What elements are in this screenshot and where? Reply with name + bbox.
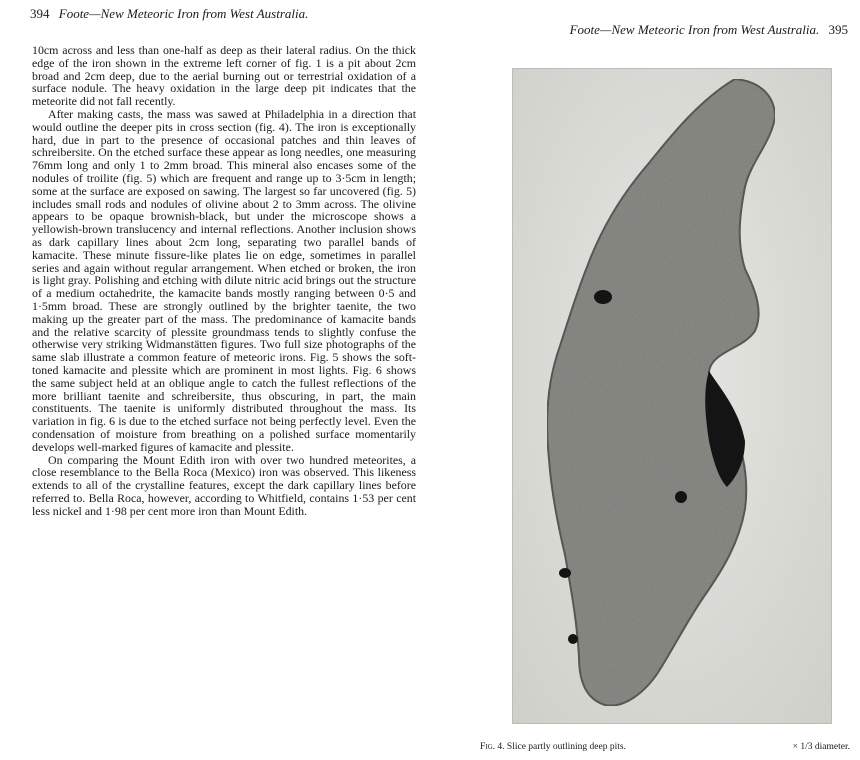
right-page-number: 395 (828, 22, 848, 37)
figure-scale: × 1/3 diameter. (792, 742, 850, 752)
left-running-header (30, 6, 420, 22)
paragraph-1: 10cm across and less than one-half as deep as their lateral radius. On the thick edge of the iron shown in the extreme left corner of fig. 1 is a pit about 2cm broad and 2cm deep, due to the aerial burning out or terrestrial oxidation of a surface nodule. The heavy oxidation in the large deep pit indicates that the meteorite did not fall recently. (32, 43, 416, 109)
left-running-head-title: Foote—New Meteoric Iron from West Australia. (58, 6, 309, 21)
paragraph-2: After making casts, the mass was sawed at Philadelphia in a direction that would outline the deeper pits in cross section (fig. 4). The iron is exceptionally hard, due in part to the presence of occasional patches and thin leaves of schreibersite. On the etched surface these appear as long needles, one measuring 76mm long and only 1 to 2mm broad. This mineral also encases some of the nodules of troilite (fig. 5) which are frequent and range up to 3·5cm in length; some at the surface are exposed on sawing. The largest so far uncovered (fig. 5) includes small rods and nodules of olivine about 2 to 3mm across. The olivine appears to be opaque brownish-black, but under the microscope shows a yellowish-brown translucency and internal reflections. Another inclusion shows as dark capillary lines about 2cm long, separating two parallel bands of kamacite. These minute fissure-like plates lie on edge, sometimes in parallel series and again without regular arrangement. When etched or broken, the iron is light gray. Polishing and etching with dilute nitric acid brings out the structure of a medium octahedrite, the kamacite bands mostly ranging between 0·5 and 1·5mm broad. These are strongly outlined by the brighter taenite, the two making up the greater part of the mass. The predominance of kamacite bands and the relative scarcity of plessite groundmass tends to slightly confuse the otherwise very striking Widmanstätten figures. Two full size photographs of the same slab illustrate a common feature of meteoric irons. Fig. 5 shows the soft-toned kamacite and plessite which are prominent in most lights. Fig. 6 shows the same subject held at an oblique angle to catch the fullest reflections of the more brilliant taenite and schreibersite, thus obscuring, in part, the main constituents. The taenite is uniformly distributed throughout the mass. Its variation in fig. 6 is due to the etched surface not being perfectly level. Even the condensation of moisture from breathing on a polished surface momentarily develops well-marked figures of kamacite and plessite. (32, 106, 416, 454)
pit-middle-right (675, 491, 687, 503)
pit-bottom-left (568, 634, 578, 644)
meteorite-slice-image (513, 69, 831, 723)
figure-label: Fig. 4. (480, 742, 505, 752)
right-page (430, 0, 860, 760)
left-page-number: 394 (30, 6, 50, 21)
figure-caption (480, 742, 850, 752)
meteorite-photograph (512, 68, 832, 724)
right-running-head-title: Foote—New Meteoric Iron from West Australia. (569, 22, 820, 37)
pit-lower-left (559, 568, 571, 578)
body-text (32, 44, 416, 517)
pit-upper (594, 290, 612, 304)
paragraph-3: On comparing the Mount Edith iron with over two hundred meteorites, a close resemblance to the Bella Roca (Mexico) iron was observed. This likeness extends to all of the crystalline features, except the dark capillary lines before referred to. Bella Roca, however, according to Whitfield, contains 1·53 per cent less nickel and 1·98 per cent more iron than Mount Edith. (32, 452, 416, 518)
figure-caption-text: Slice partly outlining deep pits. (506, 742, 626, 752)
right-running-header (570, 22, 848, 38)
